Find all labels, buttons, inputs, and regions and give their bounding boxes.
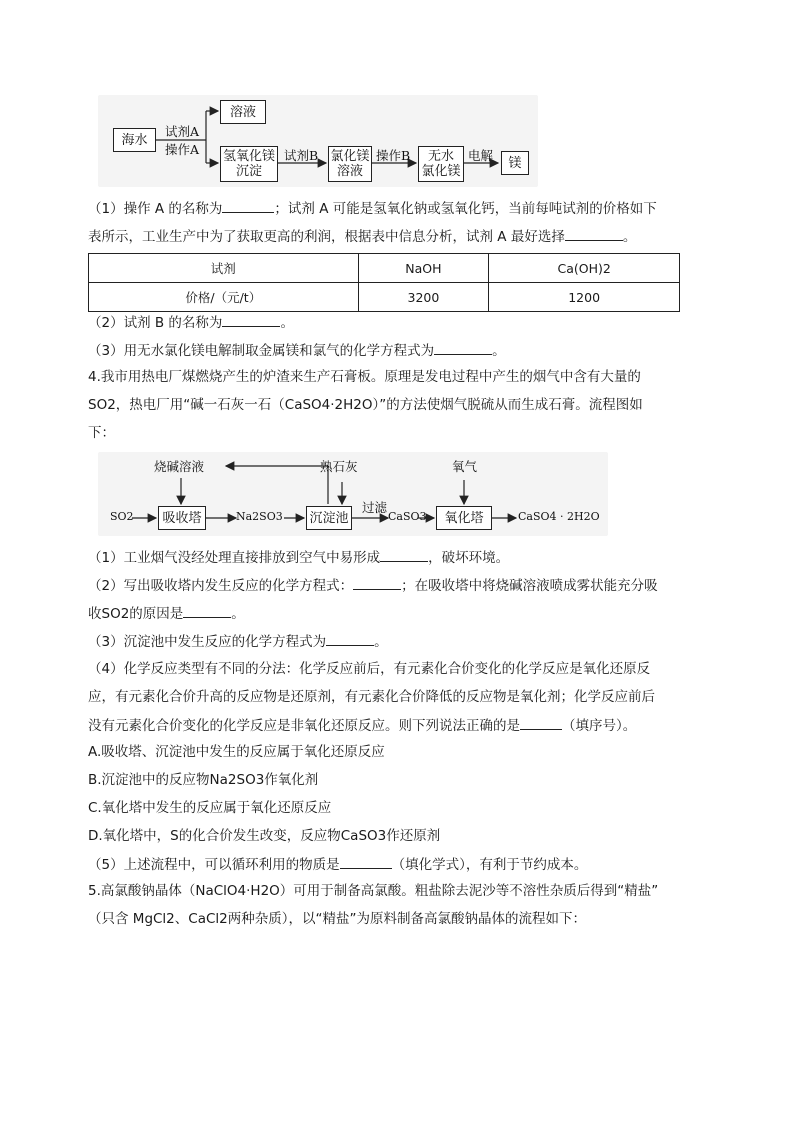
answer-blank[interactable]	[183, 603, 231, 618]
so2-label: SO2	[110, 510, 134, 523]
anhydrous-line2: 氯化镁	[421, 164, 461, 179]
caustic-soda-label: 烧碱溶液	[154, 459, 205, 474]
q4-p4-text-b: （填序号）。	[562, 718, 637, 734]
reagent-b-label: 试剂B	[284, 148, 319, 163]
table-cell: 价格/（元/t）	[89, 283, 359, 312]
gypsum-flow-diagram	[98, 452, 608, 536]
q3-p1-text-d: 。	[622, 229, 637, 245]
q3-part1-line1	[88, 198, 657, 219]
q4-part3	[88, 631, 388, 652]
table-header-cell: NaOH	[358, 254, 489, 283]
q3-p2-text-a: （2）试剂 B 的名称为	[88, 315, 223, 331]
price-table	[88, 253, 680, 312]
q3-p3-text-b: 。	[492, 343, 506, 359]
mg-box: 镁	[501, 151, 529, 175]
q4-part5	[88, 854, 587, 875]
q3-p1-text-c: 表所示，工业生产中为了获取更高的利润，根据表中信息分析，试剂 A 最好选择	[88, 229, 565, 245]
q5-line1: 5.高氯酸钠晶体（NaClO4·H2O）可用于制备高氯酸。粗盐除去泥沙等不溶性杂质后得到“精盐”	[88, 883, 659, 899]
answer-blank[interactable]	[434, 340, 492, 355]
q4-option-b: B.沉淀池中的反应物Na2SO3作氧化剂	[88, 772, 319, 788]
oxygen-label: 氧气	[452, 459, 478, 474]
reagent-a-label: 试剂A	[165, 124, 200, 139]
electrolysis-label: 电解	[468, 148, 494, 163]
q3-p3-text-a: （3）用无水氯化镁电解制取金属镁和氯气的化学方程式为	[88, 343, 435, 359]
mgcl2-line1: 氯化镁	[330, 149, 370, 164]
q4-p2-text-b: ；在吸收塔中将烧碱溶液喷成雾状能充分吸	[401, 578, 658, 594]
q4-intro-line3: 下：	[88, 425, 115, 441]
na2so3-label: Na2SO3	[236, 510, 283, 523]
q4-p5-text-b: （填化学式），有利于节约成本。	[391, 857, 588, 873]
flow-arrows	[98, 95, 538, 187]
q4-p4-text-a: 没有元素化合价变化的化学反应是非氧化还原反应。则下列说法正确的是	[88, 718, 520, 734]
q4-p1-text-b: ，破坏环境。	[428, 550, 510, 566]
seawater-box: 海水	[113, 128, 156, 152]
mgcl2-solution-box	[328, 146, 372, 182]
answer-blank[interactable]	[380, 547, 428, 562]
mgoh2-line1: 氢氧化镁	[222, 149, 275, 164]
product-label: CaSO4 · 2H2O	[518, 510, 600, 523]
q4-part2-line2	[88, 603, 245, 624]
anhydrous-mgcl2-box	[418, 146, 464, 182]
q3-part1-line2	[88, 226, 636, 247]
q3-p2-text-b: 。	[280, 315, 294, 331]
q4-option-a: A.吸收塔、沉淀池中发生的反应属于氧化还原反应	[88, 744, 385, 760]
magnesium-flow-diagram	[98, 95, 538, 187]
table-header-cell: Ca(OH)2	[489, 254, 680, 283]
q4-p3-text-a: （3）沉淀池中发生反应的化学方程式为	[88, 634, 327, 650]
answer-blank[interactable]	[326, 631, 374, 646]
mgcl2-line2: 溶液	[336, 164, 363, 179]
answer-blank[interactable]	[222, 198, 274, 213]
table-row	[89, 283, 680, 312]
q3-part2	[88, 312, 294, 333]
answer-blank[interactable]	[222, 312, 280, 327]
q4-part4-line1: （4）化学反应类型有不同的分法：化学反应前后，有元素化合价变化的化学反应是氧化还原反	[88, 661, 651, 677]
table-cell: 3200	[358, 283, 489, 312]
q4-p5-text-a: （5）上述流程中，可以循环利用的物质是	[88, 857, 340, 873]
oxidation-tower-box: 氧化塔	[436, 506, 492, 530]
answer-blank[interactable]	[353, 575, 401, 590]
q4-part4-line2: 应，有元素化合价升高的反应物是还原剂，有元素化合价降低的反应物是氧化剂；化学反应前后	[88, 689, 655, 705]
q4-part4-line3	[88, 715, 636, 736]
answer-blank[interactable]	[340, 854, 392, 869]
q4-intro-line1: 4.我市用热电厂煤燃烧产生的炉渣来生产石膏板。原理是发电过程中产生的烟气中含有大量的	[88, 369, 641, 385]
q3-part3	[88, 340, 506, 361]
filter-label: 过滤	[362, 500, 388, 515]
table-row	[89, 254, 680, 283]
anhydrous-line1: 无水	[427, 149, 454, 164]
table-header-cell: 试剂	[89, 254, 359, 283]
q3-p1-text-a: （1）操作 A 的名称为	[88, 201, 223, 217]
answer-blank[interactable]	[565, 226, 623, 241]
settling-tank-box: 沉淀池	[306, 506, 352, 530]
q3-p1-text-b: ；试剂 A 可能是氢氧化钠或氢氧化钙，当前每吨试剂的价格如下	[274, 201, 657, 217]
q4-part2-line1	[88, 575, 658, 596]
solution-box: 溶液	[220, 100, 266, 124]
op-a-label: 操作A	[165, 142, 200, 157]
absorber-box: 吸收塔	[158, 506, 206, 530]
caso3-label: CaSO3	[388, 510, 427, 523]
q4-option-d: D.氧化塔中，S的化合价发生改变，反应物CaSO3作还原剂	[88, 828, 441, 844]
q4-p1-text-a: （1）工业烟气没经处理直接排放到空气中易形成	[88, 550, 381, 566]
q4-p2-text-a: （2）写出吸收塔内发生反应的化学方程式：	[88, 578, 354, 594]
q4-option-c: C.氧化塔中发生的反应属于氧化还原反应	[88, 800, 332, 816]
q4-p2-text-d: 。	[231, 606, 245, 622]
mgoh2-precipitate-box	[220, 146, 278, 182]
q4-p2-text-c: 收SO2的原因是	[88, 606, 184, 622]
op-b-label: 操作B	[376, 148, 411, 163]
answer-blank[interactable]	[520, 715, 562, 730]
q4-p3-text-b: 。	[374, 634, 388, 650]
table-cell: 1200	[489, 283, 680, 312]
slaked-lime-label: 熟石灰	[320, 459, 358, 474]
mgoh2-line2: 沉淀	[235, 164, 262, 179]
q4-part1	[88, 547, 509, 568]
q5-line2: （只含 MgCl2、CaCl2两种杂质），以“精盐”为原料制备高氯酸钠晶体的流程如下：	[88, 911, 586, 927]
q4-intro-line2: SO2，热电厂用“碱一石灰一石（CaSO4·2H2O）”的方法使烟气脱硫从而生成石膏。流程图如	[88, 397, 643, 413]
